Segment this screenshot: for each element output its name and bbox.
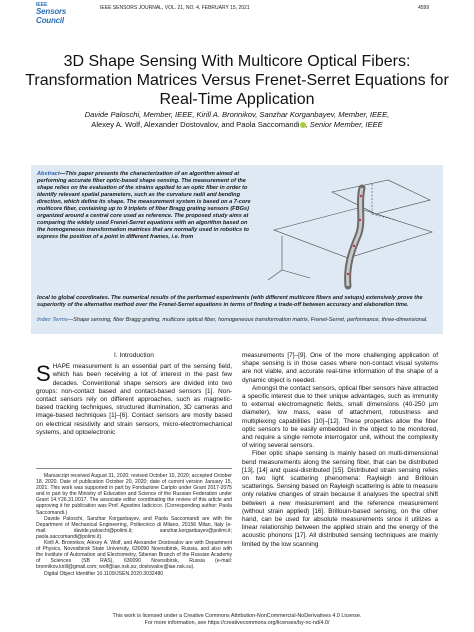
page-header [0,0,474,25]
upper-reference-plane [332,180,430,214]
right-column [242,352,438,549]
local-x-axis [372,214,396,220]
y-axis [268,270,282,280]
paper-title: 3D Shape Sensing With Multicore Optical Fibers: Transformation Matrices Versus Frenet-Serret Equations for Real-Time Application [25,53,449,108]
footnote-affiliation-1: Davide Paloschi, Sanzhar Korganbayev, and Paola Saccomandi are with the Department of Mechanical Engineering, Politecnico di Milano, 20156 Milan, Italy (e-mail: davide.paloschi@polimi.it; sanzhar.korganbayev@polimi.it; paola.saccomandi@polimi.it). [36,515,232,540]
footnote-doi: Digital Object Identifier 10.1109/JSEN.2020.3032480 [44,570,164,577]
author-list [20,110,454,130]
section-heading: I. Introduction [114,352,154,359]
x-axis [282,270,310,278]
abstract-text: Abstract—This paper presents the characterization of an algorithm aimed at performing accurate fiber optic-based shape sensing. The measurement of the shape relies on the evaluation of the strains applied to an optic fiber in order to identify relevant spatial parameters, such as the curvature radii and bending direction, which define its shape. The measurement system is based on a 7-core multicore fiber, containing up to 9 triplets of fiber Bragg grating sensors (FBGs) organized around a central core used as reference. The proposed study aims at comparing the widely used Frenet-Serret equations with an algorithm based on the homogeneous transformation matrices that are normally used in robotics to express the position of a point in different frames, i.e. from [37,171,251,240]
author-line-2: Alexey A. Wolf, Alexander Dostovalov, and Paola Saccomandi , Senior Member, IEEE [91,120,383,129]
right-paragraph-2: Amongst the contact sensors, optical fiber sensors have attracted a specific interest due to their unique advantages, such as immunity to external electromagnetic fields, small dimensions (40-250 μm diameter), low mass, ease of attachment, robustness and multiplexing capabilities [10]–[12]. These properties allow the fiber optic sensors to be easily embedded in the object to be monitored, and require a single remote interrogator unit, without the complexity of wiring several sensors. [242,384,438,450]
intro-paragraph: SHAPE measurement is an essential part of the sensing field, which has been receiving a lot of interest in the past few decades. Conventional shape sensors are divided into two groups: non-contact based and contact-based sensors [1]. Non-contact sensors rely on different approaches, such as magnetic-based tracking techniques, structured illumination, 3D cameras and image-based techniques [1]–[6]. Contact sensors are mostly based on electrical resistivity and strain sensors, micro-electromechanical systems, and optoelectronic [36,361,232,436]
license-notice [36,613,438,626]
abstract-continuation: local to global coordinates. The numerical results of the performed experiments (with different multicore fibers and setups) extensively prove the superiority of the alternative method over the Frenet-Serret equations in terms of finding a trade-off between accuracy and elaboration time. [37,295,423,308]
footnote-manuscript: Manuscript received August 31, 2020; revised October 10, 2020; accepted October 18, 2020. Date of publication October 20, 2020; date of current version January 15, 2021. This work was supported in part by Fondazione Cariplo under Grant 2017-2075 and in part by the Ministry of Education and Science of the Russian Federation under Grant 14.Y26.31.0017. The associate editor coordinating the review of this article and approving it for publication was Prof. Agostino Iadicicco. (Corresponding author: Paola Saccomandi.) [36,473,232,516]
page-number: 4599 [418,5,430,11]
logo-main-text: Sensors Council [36,7,67,25]
index-terms-label: Index Terms [37,317,68,323]
right-paragraph-3: Fiber optic shape sensing is mainly based on multi-dimensional bend measurements along the sensing fiber, that can be distributed [13], [14] and quasi-distributed [15]. Distributed strain sensing relies on two light scattering phenomena: Rayleigh and Brillouin scatterings. Sensing based on Rayleigh scattering is able to measure only relative changes of strain because it analyses the spectral shift between a new measurement and the reference measurement (without strain applied) [16]. Brillouin-based sensing, on the other hand, can be used for absolute measurements since it utilizes a linear relationship between the applied strain and the energy of the acoustic phonons [17]. All distributed sensing techniques are mainly limited by the low scanning [242,450,438,548]
footnote-rule [36,468,232,469]
right-paragraph-1: measurements [7]–[9]. One of the more challenging application of shape sensing is in those cases where non-contact visual systems are not viable, and accurate real-time information of the shape of a dynamic object is needed. [242,352,438,384]
license-line-1: This work is licensed under a Creative Commons Attribution-NonCommercial-NoDerivatives 4.0 License. [112,613,362,619]
ieee-sensors-council-logo [36,2,96,25]
author-line-1: Davide Paloschi, Member, IEEE, Kirill A. Bronnikov, Sanzhar Korganbayev, Member, IEEE, [84,110,390,119]
journal-info: IEEE SENSORS JOURNAL, VOL. 21, NO. 4, FEBRUARY 15, 2021 [100,5,250,11]
abstract-label: Abstract [37,171,60,177]
logo-top-text: IEEE [36,2,48,8]
left-column [36,352,232,437]
license-link[interactable]: For more information, see https://creativecommons.org/licenses/by-nc-nd/4.0/ [144,619,330,626]
drop-cap: S [36,361,51,387]
multicore-fiber-shape-figure [262,170,438,292]
index-terms: Index Terms—Shape sensing, fiber Bragg grating, multicore optical fiber, homogeneous transformation matrix, Frenet-Serret, performance, three-dimensional. [37,317,428,323]
footnote-affiliation-2: Kirill A. Bronnikov, Alexey A. Wolf, and Alexander Dostovalov are with Department of Physics, Novosibirsk State University, 630090 Novosibirsk, Russia, and also with the Institute of Automation and Electrometry, Siberian Branch of the Russian Academy of Sciences (SB RAS), 630090 Novosibirsk, Russia (e-mail: bronnikov.kirill@gmail.com; wolf@iae.nsk.su; dostovalov@iae.nsk.su). [36,540,232,571]
footnotes [36,473,232,577]
